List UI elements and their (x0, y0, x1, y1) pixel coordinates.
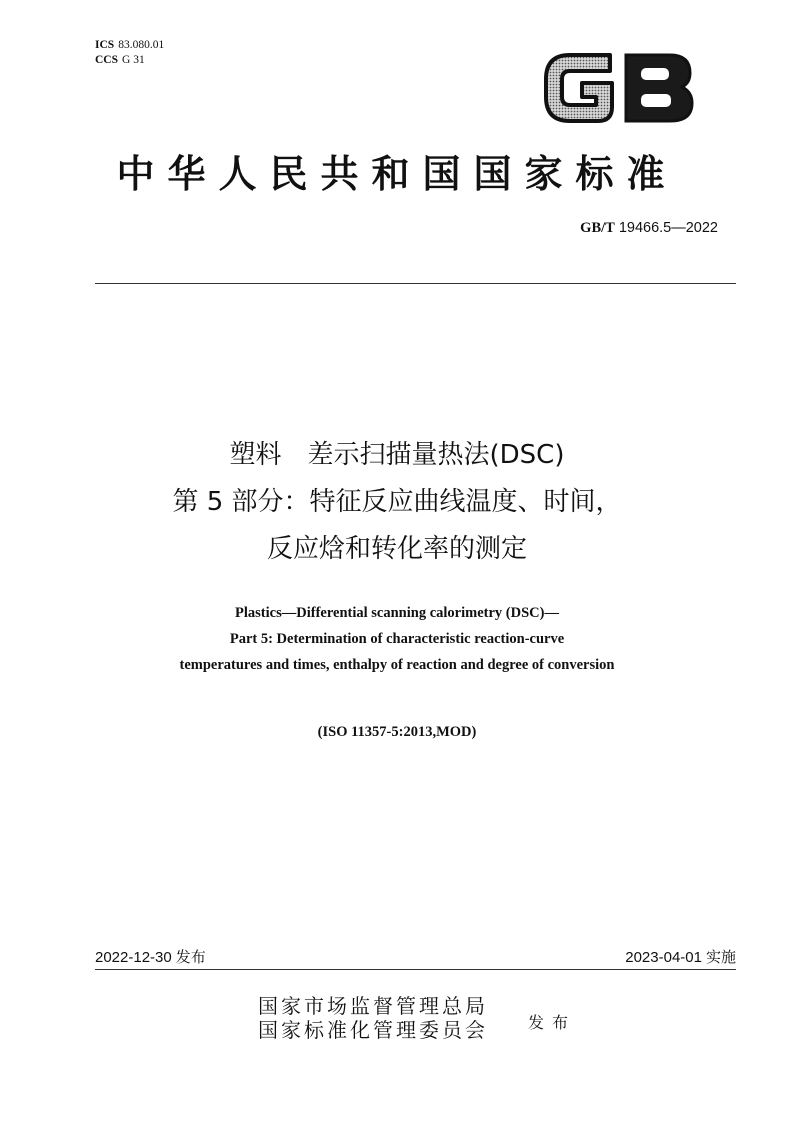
ics-label: ICS (95, 39, 115, 51)
standard-number-value: 19466.5—2022 (618, 220, 718, 236)
title-en-line-3: temperatures and times, enthalpy of reaction and degree of conversion (179, 657, 615, 673)
ics-code: 83.080.01 (118, 39, 165, 51)
ics-code-line (95, 38, 164, 53)
classification-codes (95, 38, 164, 68)
iso-reference: (ISO 11357-5:2013,MOD) (317, 724, 477, 740)
title-cn-line-2: 第 5 部分：特征反应曲线温度、时间， (172, 487, 622, 517)
ccs-code: G 31 (122, 54, 145, 66)
issue-word: 发布 (528, 1013, 577, 1032)
top-divider (95, 283, 736, 284)
standard-number (580, 220, 718, 237)
document-title-chinese (40, 432, 754, 573)
gb-logo (540, 47, 696, 127)
logo-letter-g (546, 55, 612, 121)
title-cn-line-1: 塑料 差示扫描量热法(DSC) (229, 440, 565, 470)
ccs-code-line (95, 53, 164, 68)
bottom-divider (95, 969, 736, 970)
issue-date-label: 发布 (175, 948, 206, 966)
issue-date-value: 2022-12-30 (95, 949, 172, 966)
document-title-english (40, 600, 754, 678)
issuer-line-1: 国家市场监督管理总局 (258, 994, 488, 1018)
standard-number-prefix: GB/T (580, 220, 615, 236)
issuer-line-2: 国家标准化管理委员会 (258, 1018, 488, 1042)
implementation-date (625, 946, 736, 967)
ccs-label: CCS (95, 54, 119, 66)
title-en-line-2: Part 5: Determination of characteristic reaction-curve (229, 631, 565, 647)
implementation-date-label: 实施 (705, 948, 736, 966)
issue-date (95, 946, 206, 967)
title-en-line-1: Plastics—Differential scanning calorimetry (DSC)— (235, 605, 559, 621)
implementation-date-value: 2023-04-01 (625, 949, 702, 966)
issuing-authorities (258, 994, 488, 1042)
national-standard-title: 中华人民共和国国家标准 (116, 152, 678, 196)
logo-letter-b (626, 55, 692, 121)
title-cn-line-3: 反应焓和转化率的测定 (266, 534, 527, 564)
